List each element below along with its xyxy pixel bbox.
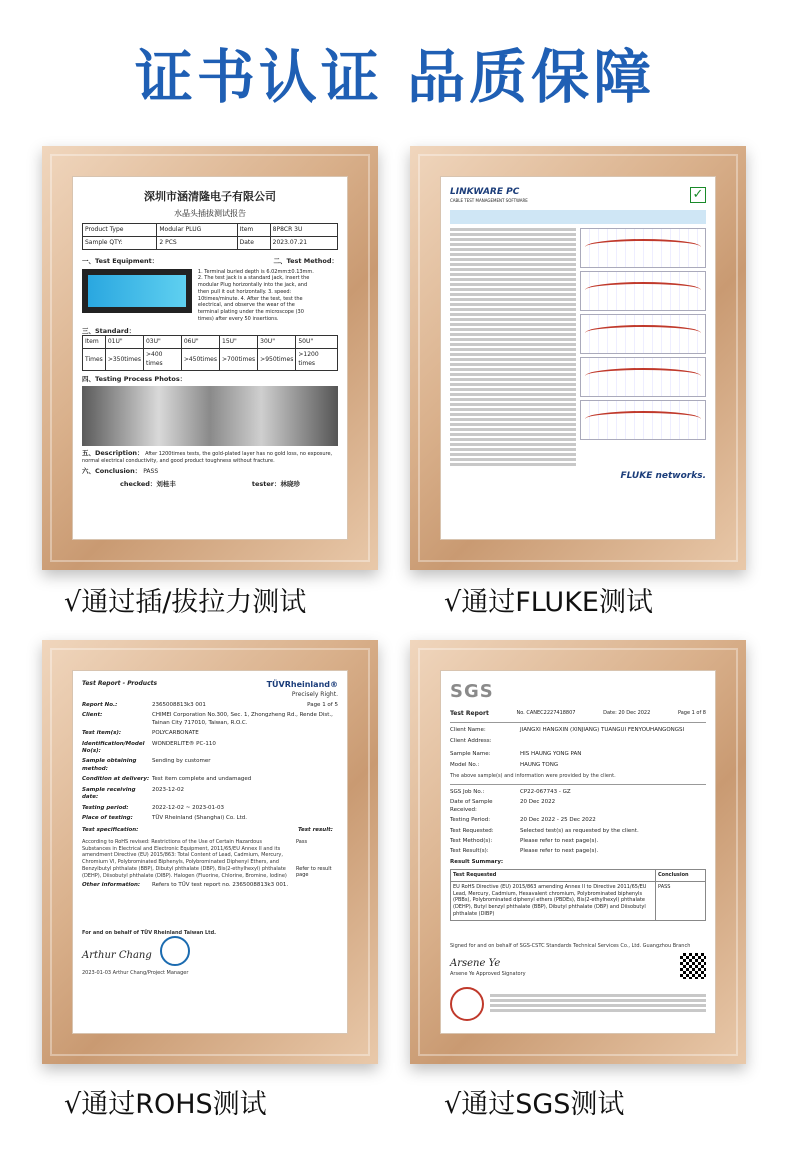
check-icon: ✓ <box>690 187 706 203</box>
tuv-stamp <box>160 936 190 966</box>
method-text: 1. Terminal buried depth is 6.02mm±0.13mm. 2. The test jack is a standard jack, insert the modular Plug horizontally into the jack, and then pull it out horizontally. 3. speed: 10times/minute. 4. After the test, test the electrical, and observe the wear of the terminal plating under the microscope (30 times) after every 50 insertions. <box>197 268 314 322</box>
report-date: Date: 20 Dec 2022 <box>603 710 651 717</box>
seal-icon <box>450 987 484 1021</box>
report-number: No. CANEC2227418807 <box>516 710 576 717</box>
table-cell: Times <box>83 349 106 370</box>
field-label: Place of testing: <box>82 814 133 821</box>
table-cell: >400 times <box>143 349 181 370</box>
field-label: Testing period: <box>82 804 129 811</box>
certificate-frame-fluke-test <box>410 146 746 570</box>
signer: Arsene Ye Approved Signatory <box>450 971 526 978</box>
field-label: Client: <box>82 712 103 719</box>
table-cell: EU RoHS Directive (EU) 2015/863 amending Annex II to Directive 2011/65/EU Lead, Mercury, Cadmium, Hexavalent chromium, Polybrominated biphenyls (PBBs), Polybrominated diphenyl ethers (PBDEs), Bis(2-ethylhexyl) phthalate (DEHP), Butyl benzyl phthalate (BBP), Dibutyl phthalate (DBP) and Diisobutyl phthalate (DIBP) <box>451 881 656 920</box>
signer: 2023-01-03 Arthur Chang/Project Manager <box>82 970 189 977</box>
field-value: JIANGXI HANGXIN (XINJIANG) TUANGUI FENYOUHANGONGSI <box>520 727 685 734</box>
table-cell: Modular PLUG <box>157 223 237 236</box>
field-label: Client Address: <box>450 737 492 744</box>
field-label: Testing Period: <box>450 817 491 824</box>
field-value: Please refer to next page(s). <box>520 848 599 855</box>
test-graph <box>580 357 706 397</box>
report-type: Test Report <box>450 710 489 718</box>
specification-text: According to RoHS revised: Restrictions of the Use of Certain Hazardous Substances in Electrical and Electronic Equipment, 2011/65/EU Annex II and its amendment Directive (EU) 2015/863: Total Content of Lead, Cadmium, Mercury, Chromium VI, Polybrominated Biphenyls, Polybrominated Diphenyl Ethers, and Benzylbutyl phthalate (BBP), Dibutyl phthalate (DBP), Bis(2-ethylhexyl) phthalate (DEHP), Diisobutyl phthalate (DIBP). Halogen (Fluorine, Chlorine, Bromine, Iodine) <box>82 838 287 879</box>
field-value: HAUNG TONG <box>520 761 559 768</box>
certificate-frame-rohs-test <box>42 640 378 1064</box>
refer-note: Refer to result page <box>296 865 332 879</box>
table-header: Conclusion <box>656 870 706 882</box>
tuv-logo <box>267 680 338 699</box>
field-value: 2022-12-02 ~ 2023-01-03 <box>152 804 225 811</box>
caption-sgs-test: √通过SGS测试 <box>444 1089 625 1120</box>
certificate-frame-sgs-test <box>410 640 746 1064</box>
table-cell: >700times <box>220 349 258 370</box>
conclusion-value: PASS <box>143 467 159 475</box>
signed-behalf: Signed for and on behalf of SGS-CSTC Standards Technical Services Co., Ltd. Guangzhou Branch <box>450 942 691 949</box>
table-cell: >950times <box>258 349 296 370</box>
field-value: 20 Dec 2022 - 25 Dec 2022 <box>520 817 596 824</box>
field-label: Test specification: <box>82 827 139 834</box>
info-table <box>82 223 338 250</box>
table-cell: 30U" <box>258 336 296 349</box>
summary-table <box>450 869 706 921</box>
field-value: WONDERLITE® PC-110 <box>152 740 216 747</box>
field-label: Result Summary: <box>450 858 504 865</box>
test-graph <box>580 400 706 440</box>
linkware-subtitle: CABLE TEST MANAGEMENT SOFTWARE <box>450 198 528 204</box>
field-value: Selected test(s) as requested by the client. <box>520 827 639 834</box>
linkware-logo: LINKWARE PC <box>450 187 520 197</box>
table-cell: 01U" <box>105 336 143 349</box>
field-value: Please refer to next page(s). <box>520 837 599 844</box>
test-result: Pass <box>296 838 308 845</box>
caption-pull-test: √通过插/拔拉力测试 <box>64 587 307 618</box>
table-cell: 06U" <box>181 336 219 349</box>
report-number: 2365008813k3 001 <box>152 701 206 708</box>
table-cell: >350times <box>105 349 143 370</box>
table-cell: Product Type <box>83 223 157 236</box>
testing-photo <box>82 386 338 446</box>
field-label: Sample Name: <box>450 751 491 758</box>
field-value: Refers to TÜV test report no. 2365008813k3 001. <box>152 882 289 889</box>
field-label: Test result: <box>298 827 333 834</box>
certificate-document <box>440 670 716 1034</box>
field-label: Test item(s): <box>82 730 122 737</box>
field-value: HIS HAUNG YONG PAN <box>520 751 582 758</box>
test-graph <box>580 228 706 268</box>
table-cell: 2023.07.21 <box>270 236 337 249</box>
company-name: 深圳市涵清隆电子有限公司 <box>144 190 276 203</box>
certificate-document <box>72 670 348 1034</box>
on-behalf-text: For and on behalf of TÜV Rheinland Taiwan Ltd. <box>82 929 217 936</box>
field-label: Model No.: <box>450 761 480 768</box>
field-label: Test Method(s): <box>450 837 493 844</box>
field-label: Client Name: <box>450 727 486 734</box>
table-cell: >450times <box>181 349 219 370</box>
field-value: CHIMEI Corporation No.300, Sec. 1, Zhongzheng Rd., Rende Dist., Tainan City 717010, Taiwan, R.O.C. <box>152 712 333 726</box>
table-cell: 2 PCS <box>157 236 237 249</box>
report-title: 水晶头插拔测试报告 <box>174 208 246 218</box>
result-header-band <box>450 210 706 224</box>
table-cell: PASS <box>656 881 706 920</box>
method-label: 二、Test Method： <box>273 256 338 265</box>
certificate-frame-pull-test <box>42 146 378 570</box>
test-graph <box>580 314 706 354</box>
standard-table <box>82 335 338 370</box>
standard-label: 三、Standard： <box>82 326 136 335</box>
tuv-name: TÜVRheinland® <box>266 680 338 689</box>
results-graphs <box>580 228 706 468</box>
table-cell: Item <box>237 223 270 236</box>
description-label: 五、Description： <box>82 449 144 458</box>
conclusion-label: 六、Conclusion： <box>82 466 142 475</box>
caption-rohs-test: √通过ROHS测试 <box>64 1089 267 1120</box>
table-cell: Item <box>83 336 106 349</box>
field-value: 20 Dec 2022 <box>520 799 556 806</box>
field-label: Date of Sample Received: <box>450 799 493 813</box>
page-number: Page 1 of 8 <box>677 710 706 717</box>
description-text: After 1200times tests, the gold-plated layer has no gold loss, no exposure, normal electrical conductivity, and good product toughness without fracture. <box>82 451 333 465</box>
table-cell: >1200 times <box>296 349 338 370</box>
qr-code-icon <box>680 953 706 979</box>
certificate-document <box>440 176 716 540</box>
table-cell: Date <box>237 236 270 249</box>
test-graph <box>580 271 706 311</box>
fluke-logo: FLUKE networks. <box>620 470 706 481</box>
field-label: Condition at delivery: <box>82 776 150 783</box>
field-value: 2023-12-02 <box>152 786 184 793</box>
table-cell: Sample QTY: <box>83 236 157 249</box>
report-type: Test Report - Products <box>82 680 158 687</box>
field-value: Sending by customer <box>152 758 211 765</box>
equipment-photo <box>82 269 192 313</box>
equipment-label: 一、Test Equipment： <box>82 256 159 265</box>
table-cell: 15U" <box>220 336 258 349</box>
tuv-slogan: Precisely Right. <box>291 690 338 698</box>
field-label: Identification/Model No(s): <box>82 740 145 754</box>
field-label: Other information: <box>82 882 141 889</box>
checked-by: checked：刘桂丰 <box>119 480 176 489</box>
table-cell: 50U" <box>296 336 338 349</box>
field-label: Sample obtaining method: <box>82 758 137 772</box>
results-table <box>450 228 576 468</box>
provided-note: The above sample(s) and information were provided by the client. <box>450 773 616 780</box>
table-cell: 03U" <box>143 336 181 349</box>
field-label: Test Result(s): <box>450 848 489 855</box>
field-value: TÜV Rheinland (Shanghai) Co. Ltd. <box>152 814 248 821</box>
field-value: CP22-067743 - GZ <box>520 788 571 795</box>
page-number: Page 1 of 5 <box>307 701 338 708</box>
field-label: Report No.: <box>82 701 118 708</box>
table-header: Test Requested <box>451 870 656 882</box>
page-title: 证书认证 品质保障 <box>134 43 656 111</box>
tester: tester：林晓珍 <box>251 480 301 489</box>
sgs-logo: SGS <box>450 681 494 702</box>
field-label: Sample receiving date: <box>82 786 136 801</box>
field-value: Test item complete and undamaged <box>152 776 252 783</box>
signature: Arsene Ye <box>450 957 501 969</box>
field-value: POLYCARBONATE <box>152 730 199 737</box>
field-label: Test Requested: <box>450 827 494 834</box>
photos-label: 四、Testing Process Photos： <box>82 374 187 383</box>
field-label: SGS Job No.: <box>450 788 485 795</box>
table-cell: 8P8CR 3U <box>270 223 337 236</box>
certificate-document <box>72 176 348 540</box>
caption-fluke-test: √通过FLUKE测试 <box>444 587 653 618</box>
signature: Arthur Chang <box>82 949 152 961</box>
